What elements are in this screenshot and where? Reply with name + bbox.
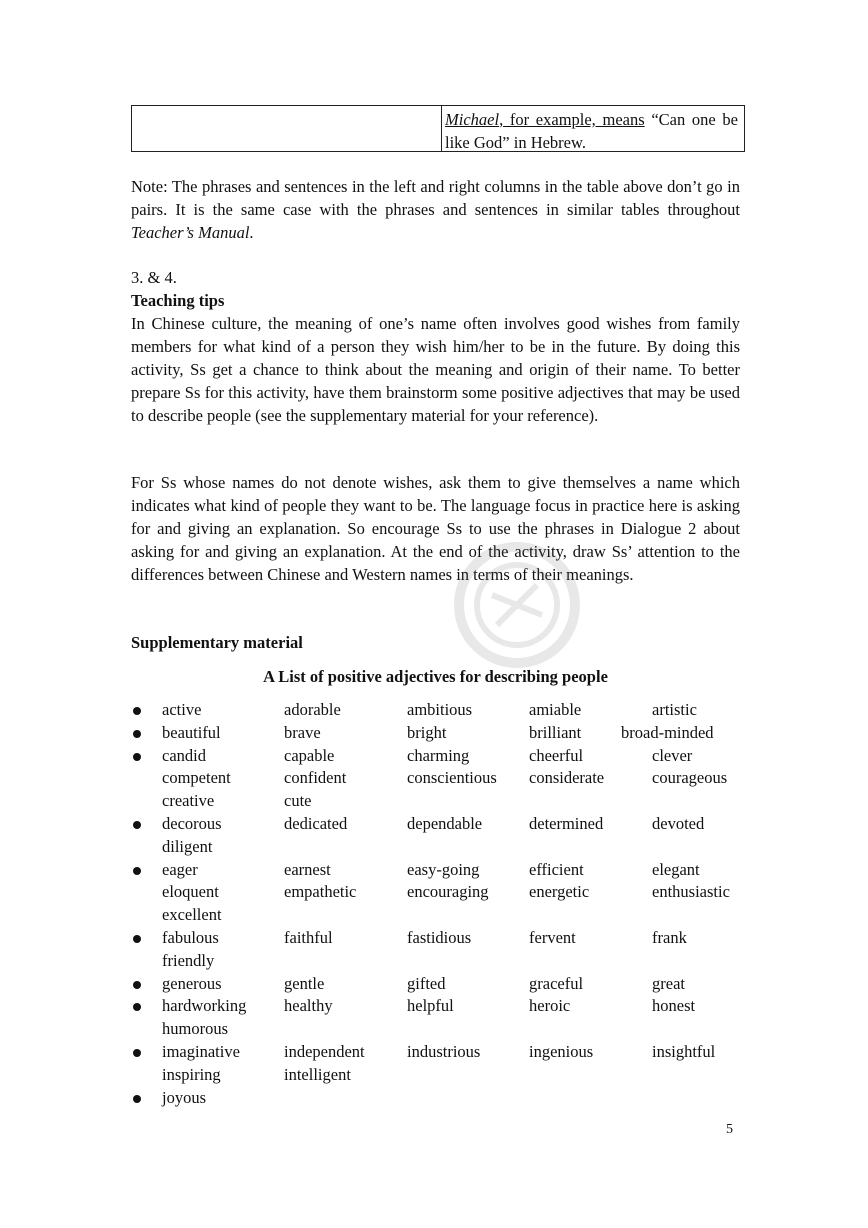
adjective-row bbox=[131, 1087, 741, 1110]
adjective-word: devoted bbox=[652, 813, 705, 833]
adjective-row bbox=[131, 950, 741, 973]
adjective-word: great bbox=[652, 973, 685, 993]
table-cell-right bbox=[442, 106, 744, 151]
adjective-word: fervent bbox=[529, 927, 576, 947]
adjective-word: intelligent bbox=[284, 1064, 351, 1084]
adjective-word: bright bbox=[407, 722, 447, 742]
adjective-word: inspiring bbox=[162, 1064, 221, 1084]
bullet-icon bbox=[133, 981, 141, 989]
adjective-word: dependable bbox=[407, 813, 483, 833]
adjective-word: independent bbox=[284, 1041, 365, 1061]
adjective-word: empathetic bbox=[284, 882, 357, 902]
adjective-row bbox=[131, 722, 741, 745]
adjective-word: amiable bbox=[529, 700, 582, 719]
adjective-word: faithful bbox=[284, 927, 333, 947]
adjective-word: frank bbox=[652, 927, 687, 947]
bullet-icon bbox=[133, 1095, 141, 1103]
example-name: Michael bbox=[445, 110, 500, 129]
adjective-row bbox=[131, 767, 741, 790]
continued-table bbox=[131, 105, 745, 152]
adjective-word: excellent bbox=[162, 905, 222, 925]
adjective-word: candid bbox=[162, 745, 206, 765]
adjective-word: dedicated bbox=[284, 813, 348, 833]
adjective-word: determined bbox=[529, 813, 604, 833]
supplementary-heading: Supplementary material bbox=[131, 633, 303, 652]
adjective-word: imaginative bbox=[162, 1041, 240, 1061]
adjective-word: friendly bbox=[162, 950, 215, 970]
adjective-word: joyous bbox=[162, 1087, 207, 1107]
bullet-icon bbox=[133, 867, 141, 875]
example-meaning: “Can one be like God” in Hebrew. bbox=[445, 110, 738, 152]
adjective-word: heroic bbox=[529, 996, 571, 1016]
adjective-word: graceful bbox=[529, 973, 584, 993]
adjective-word: eager bbox=[162, 859, 198, 879]
adjective-word: artistic bbox=[652, 700, 697, 719]
adjective-word: conscientious bbox=[407, 768, 497, 788]
teaching-tips-paragraph-2: For Ss whose names do not denote wishes, ask them to give themselves a name which indicates what kind of people they want to be. The language focus in practice here is asking for and giving an explanation. So encourage Ss to use the phrases in Dialogue 2 about asking for and giving an explanation. At the end of the activity, draw Ss’ attention to the differences between Chinese and Western names in terms of their meanings. bbox=[131, 473, 740, 584]
adjective-row bbox=[131, 927, 741, 950]
adjective-word: efficient bbox=[529, 859, 584, 879]
adjective-row bbox=[131, 1041, 741, 1064]
adjective-word: insightful bbox=[652, 1041, 716, 1061]
adjective-word: clever bbox=[652, 745, 693, 765]
adjective-word: brilliant bbox=[529, 722, 582, 742]
adjective-row bbox=[131, 859, 741, 882]
adjective-row bbox=[131, 904, 741, 927]
bullet-icon bbox=[133, 821, 141, 829]
adjective-row bbox=[131, 881, 741, 904]
adjective-word: charming bbox=[407, 745, 470, 765]
adjective-word: beautiful bbox=[162, 722, 221, 742]
adjective-word: elegant bbox=[652, 859, 700, 879]
adjective-row bbox=[131, 1064, 741, 1087]
table-cell-left bbox=[132, 106, 442, 151]
adjective-word: cheerful bbox=[529, 745, 584, 765]
adjective-word: humorous bbox=[162, 1019, 228, 1039]
adjective-word: industrious bbox=[407, 1041, 481, 1061]
adjective-list bbox=[131, 699, 741, 1109]
adjective-word: honest bbox=[652, 996, 696, 1016]
adjective-word: encouraging bbox=[407, 882, 489, 902]
bullet-icon bbox=[133, 707, 141, 715]
adjective-row bbox=[131, 836, 741, 859]
adjective-word: eloquent bbox=[162, 882, 219, 902]
adjective-word: courageous bbox=[652, 768, 728, 788]
note-book-title: Teacher’s Manual bbox=[131, 223, 250, 242]
bullet-icon bbox=[133, 935, 141, 943]
note-suffix: . bbox=[249, 223, 254, 242]
adjective-word: helpful bbox=[407, 996, 454, 1016]
adjective-word: healthy bbox=[284, 996, 333, 1016]
adjective-word: active bbox=[162, 700, 202, 719]
adjective-row bbox=[131, 790, 741, 813]
adjective-word: energetic bbox=[529, 882, 590, 902]
adjective-row bbox=[131, 813, 741, 836]
adjective-word: gentle bbox=[284, 973, 325, 993]
bullet-icon bbox=[133, 753, 141, 761]
bullet-icon bbox=[133, 1003, 141, 1011]
teaching-tips-paragraph-1: In Chinese culture, the meaning of one’s name often involves good wishes from family members for what kind of a person they wish him/her to be in the future. By doing this activity, Ss get a chance to think about the meaning and origin of their name. To better prepare Ss for this activity, have them brainstorm some positive adjectives that may be used to describe people (see the supplementary material for your reference). bbox=[131, 314, 740, 425]
adjective-row bbox=[131, 995, 741, 1018]
note-paragraph bbox=[131, 175, 740, 244]
adjective-word: broad-minded bbox=[621, 722, 714, 742]
adjective-word: generous bbox=[162, 973, 222, 993]
adjective-word: competent bbox=[162, 768, 231, 788]
bullet-icon bbox=[133, 1049, 141, 1057]
adjective-word: ambitious bbox=[407, 700, 473, 719]
adjective-word: capable bbox=[284, 745, 335, 765]
adjective-row bbox=[131, 745, 741, 768]
adjective-row bbox=[131, 1018, 741, 1041]
adjective-word: cute bbox=[284, 791, 312, 811]
adjective-word: diligent bbox=[162, 836, 213, 856]
adjective-word: earnest bbox=[284, 859, 331, 879]
adjective-word: hardworking bbox=[162, 996, 247, 1016]
adjective-word: adorable bbox=[284, 700, 341, 719]
adjective-word: creative bbox=[162, 791, 215, 811]
adjective-word: considerate bbox=[529, 768, 605, 788]
adjective-list-title: A List of positive adjectives for describing people bbox=[263, 667, 608, 686]
adjective-word: gifted bbox=[407, 973, 446, 993]
page-number: 5 bbox=[726, 1122, 733, 1137]
adjective-word: decorous bbox=[162, 813, 222, 833]
adjective-word: ingenious bbox=[529, 1041, 594, 1061]
adjective-word: enthusiastic bbox=[652, 882, 730, 902]
adjective-word: brave bbox=[284, 722, 321, 742]
note-text: Note: The phrases and sentences in the left and right columns in the table above don’t go in pairs. It is the same case with the phrases and sentences in similar tables throughout bbox=[131, 177, 740, 219]
example-phrase: , for example, means bbox=[499, 110, 645, 129]
watermark-seal-icon bbox=[452, 540, 582, 670]
adjective-row bbox=[131, 699, 741, 722]
section-number: 3. & 4. bbox=[131, 268, 177, 287]
adjective-word: fabulous bbox=[162, 927, 219, 947]
adjective-row bbox=[131, 973, 741, 996]
bullet-icon bbox=[133, 730, 141, 738]
adjective-word: fastidious bbox=[407, 927, 472, 947]
teaching-tips-heading: Teaching tips bbox=[131, 291, 225, 310]
adjective-word: confident bbox=[284, 768, 347, 788]
adjective-word: easy-going bbox=[407, 859, 480, 879]
